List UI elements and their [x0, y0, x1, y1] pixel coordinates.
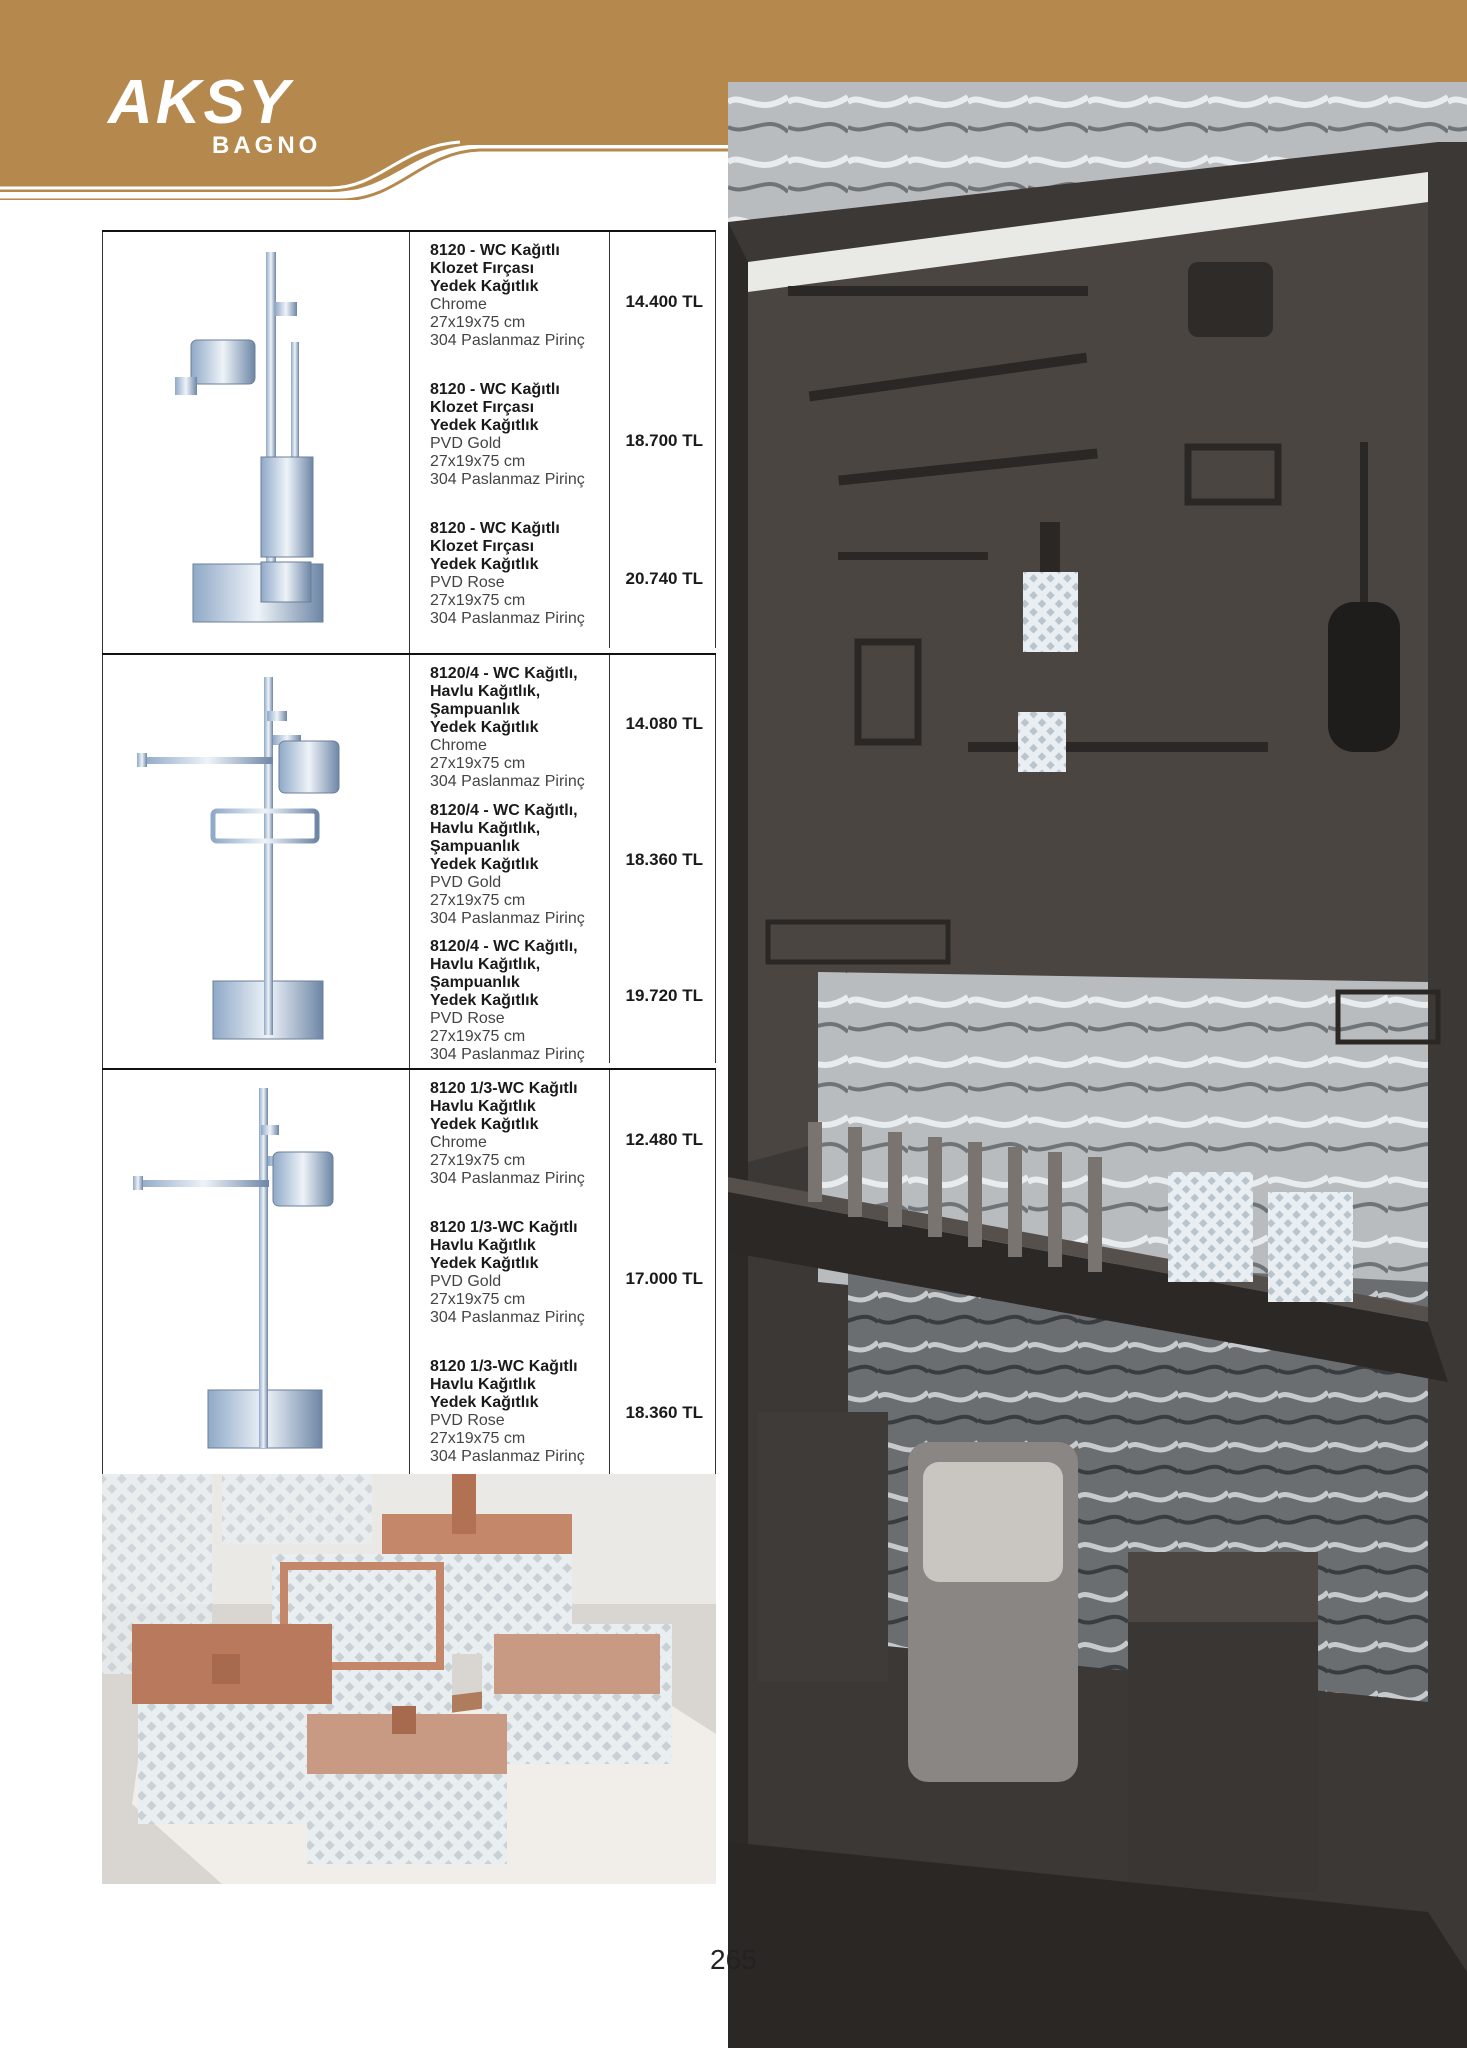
product-row — [410, 1209, 716, 1348]
product-rows — [410, 655, 716, 1068]
product-dimensions: 27x19x75 cm — [430, 892, 526, 909]
product-finish: PVD Rose — [430, 1010, 505, 1027]
product-price: 17.000 TL — [610, 1209, 716, 1348]
product-title-line: 8120 - WC Kağıtlı — [430, 242, 560, 259]
product-row — [410, 371, 716, 510]
product-title-line: Havlu Kağıtlık — [430, 1098, 536, 1115]
product-material: 304 Paslanmaz Pirinç — [430, 1309, 585, 1326]
showroom-photo — [728, 82, 1467, 2048]
product-title-line: Havlu Kağıtlık — [430, 1237, 536, 1254]
product-title-line: 8120/4 - WC Kağıtlı, — [430, 665, 578, 682]
product-title-line: Şampuanlık — [430, 974, 520, 991]
product-row — [410, 232, 716, 371]
product-title-line: Yedek Kağıtlık — [430, 856, 539, 873]
product-title-line: Klozet Fırçası — [430, 538, 535, 555]
product-description — [410, 1209, 610, 1348]
product-material: 304 Paslanmaz Pirinç — [430, 910, 585, 927]
product-title-line: 8120 - WC Kağıtlı — [430, 381, 560, 398]
product-title-line: Yedek Kağıtlık — [430, 556, 539, 573]
brand-logo — [108, 70, 348, 170]
product-material: 304 Paslanmaz Pirinç — [430, 1046, 585, 1063]
product-finish: PVD Rose — [430, 1412, 505, 1429]
product-title-line: Klozet Fırçası — [430, 260, 535, 277]
product-finish: Chrome — [430, 737, 487, 754]
product-material: 304 Paslanmaz Pirinç — [430, 1448, 585, 1465]
product-price: 12.480 TL — [610, 1070, 716, 1209]
product-price: 18.700 TL — [610, 371, 716, 510]
product-dimensions: 27x19x75 cm — [430, 453, 526, 470]
product-price: 14.400 TL — [610, 232, 716, 371]
product-finish: Chrome — [430, 1134, 487, 1151]
product-row — [410, 1070, 716, 1209]
product-title-line: Şampuanlık — [430, 701, 520, 718]
product-row — [410, 928, 716, 1063]
product-material: 304 Paslanmaz Pirinç — [430, 332, 585, 349]
product-group-8120-1-3 — [102, 1070, 716, 1483]
product-title-line: Şampuanlık — [430, 838, 520, 855]
towel-paper-stand-icon — [103, 1070, 407, 1476]
product-finish: PVD Rose — [430, 574, 505, 591]
product-dimensions: 27x19x75 cm — [430, 592, 526, 609]
product-price: 19.720 TL — [610, 928, 716, 1063]
product-description — [410, 1070, 610, 1209]
product-title-line: Yedek Kağıtlık — [430, 1255, 539, 1272]
product-title-line: Havlu Kağıtlık, — [430, 683, 541, 700]
product-dimensions: 27x19x75 cm — [430, 1028, 526, 1045]
product-title-line: 8120 1/3-WC Kağıtlı — [430, 1080, 578, 1097]
product-row — [410, 510, 716, 648]
product-rows — [410, 232, 716, 653]
towel-paper-shampoo-stand-icon — [103, 655, 407, 1063]
product-title-line: 8120 - WC Kağıtlı — [430, 520, 560, 537]
product-group-8120 — [102, 232, 716, 655]
product-price: 20.740 TL — [610, 510, 716, 648]
brand-name: AKSY — [108, 68, 293, 137]
product-material: 304 Paslanmaz Pirinç — [430, 471, 585, 488]
product-title-line: Havlu Kağıtlık — [430, 1376, 536, 1393]
product-image-cell — [102, 655, 410, 1068]
product-price: 18.360 TL — [610, 792, 716, 928]
toilet-paper-holder-brush-stand-icon — [103, 232, 407, 648]
product-title-line: Havlu Kağıtlık, — [430, 956, 541, 973]
product-price: 14.080 TL — [610, 655, 716, 792]
product-table — [102, 230, 716, 1483]
product-finish: PVD Gold — [430, 1273, 502, 1290]
glass-containers-illustration — [102, 1474, 716, 1884]
product-title-line: Yedek Kağıtlık — [430, 1394, 539, 1411]
product-material: 304 Paslanmaz Pirinç — [430, 773, 585, 790]
product-title-line: 8120/4 - WC Kağıtlı, — [430, 802, 578, 819]
product-dimensions: 27x19x75 cm — [430, 314, 526, 331]
product-price: 18.360 TL — [610, 1348, 716, 1478]
product-title-line: Yedek Kağıtlık — [430, 992, 539, 1009]
product-description — [410, 792, 610, 928]
product-material: 304 Paslanmaz Pirinç — [430, 1170, 585, 1187]
product-description — [410, 655, 610, 792]
product-group-8120-4 — [102, 655, 716, 1070]
product-title-line: Yedek Kağıtlık — [430, 278, 539, 295]
product-finish: PVD Gold — [430, 874, 502, 891]
product-rows — [410, 1070, 716, 1481]
product-title-line: Havlu Kağıtlık, — [430, 820, 541, 837]
page-number: 265 — [710, 1944, 757, 1975]
product-title-line: Yedek Kağıtlık — [430, 719, 539, 736]
product-dimensions: 27x19x75 cm — [430, 1152, 526, 1169]
product-description — [410, 1348, 610, 1478]
product-finish: PVD Gold — [430, 435, 502, 452]
product-title-line: Klozet Fırçası — [430, 399, 535, 416]
product-finish: Chrome — [430, 296, 487, 313]
product-description — [410, 371, 610, 510]
product-title-line: Yedek Kağıtlık — [430, 417, 539, 434]
product-row — [410, 1348, 716, 1478]
product-title-line: 8120/4 - WC Kağıtlı, — [430, 938, 578, 955]
product-title-line: 8120 1/3-WC Kağıtlı — [430, 1358, 578, 1375]
product-image-cell — [102, 232, 410, 653]
product-title-line: Yedek Kağıtlık — [430, 1116, 539, 1133]
product-dimensions: 27x19x75 cm — [430, 1430, 526, 1447]
product-dimensions: 27x19x75 cm — [430, 1291, 526, 1308]
product-dimensions: 27x19x75 cm — [430, 755, 526, 772]
product-row — [410, 655, 716, 792]
glass-containers-photo — [102, 1474, 716, 1884]
product-material: 304 Paslanmaz Pirinç — [430, 610, 585, 627]
product-title-line: 8120 1/3-WC Kağıtlı — [430, 1219, 578, 1236]
showroom-illustration — [728, 82, 1467, 2048]
product-row — [410, 792, 716, 928]
product-description — [410, 928, 610, 1063]
product-description — [410, 510, 610, 648]
product-description — [410, 232, 610, 371]
product-image-cell — [102, 1070, 410, 1481]
brand-sub: BAGNO — [212, 132, 322, 159]
